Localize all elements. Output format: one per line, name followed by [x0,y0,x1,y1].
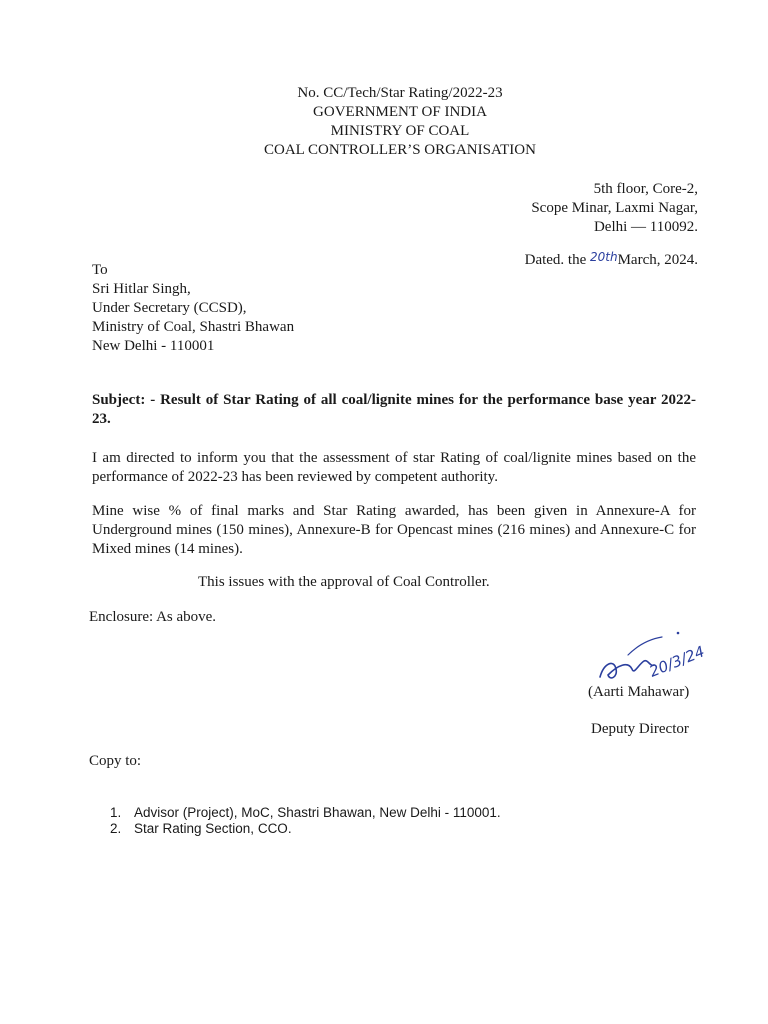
to-label: To [92,262,108,278]
copy-to-label: Copy to: [89,753,142,769]
list-item: 1. Advisor (Project), MoC, Shastri Bhawan, New Delhi - 110001. [110,805,501,820]
body-paragraph-1: I am directed to inform you that the assessment of star Rating of coal/lignite mines based on the performance of 2022-23 has been reviewed by competent authority. [92,450,696,485]
enclosure-line: Enclosure: As above. [89,609,217,625]
reference-number: No. CC/Tech/Star Rating/2022-23 [297,85,503,101]
letter-date [525,251,698,270]
list-item: 2. Star Rating Section, CCO. [110,821,292,836]
date-prefix: Dated. the [524,252,587,268]
address-line-2: Scope Minar, Laxmi Nagar, [531,200,698,216]
recipient-city: New Delhi - 110001 [92,338,215,354]
subject-line: Subject: - Result of Star Rating of all coal/lignite mines for the performance base year 2022-23. [92,392,696,427]
ministry-line: MINISTRY OF COAL [330,123,470,139]
date-suffix: March, 2024. [617,252,698,268]
signatory-name: (Aarti Mahawar) [588,684,690,700]
signatory-designation: Deputy Director [591,721,689,737]
handwritten-day: 20th [590,250,618,264]
address-line-1: 5th floor, Core-2, [593,181,698,197]
body-paragraph-2: Mine wise % of final marks and Star Rating awarded, has been given in Annexure-A for Underground mines (150 mines), Annexure-B for Opencast mines (216 mines) and Annexure-C for Mixed mines (14 mines). [92,503,696,557]
letter-header [200,84,600,160]
recipient-block [92,261,294,356]
address-line-3: Delhi — 110092. [593,219,698,235]
sender-address [531,180,698,237]
approval-line: This issues with the approval of Coal Controller. [198,574,490,590]
recipient-designation: Under Secretary (CCSD), [92,300,247,316]
government-line: GOVERNMENT OF INDIA [313,104,487,120]
recipient-office: Ministry of Coal, Shastri Bhawan [92,319,295,335]
copy-to-list [110,805,501,837]
organisation-line: COAL CONTROLLER’S ORGANISATION [264,142,536,158]
signature-date: 20/3/24 [646,642,708,681]
recipient-name: Sri Hitlar Singh, [92,281,191,297]
